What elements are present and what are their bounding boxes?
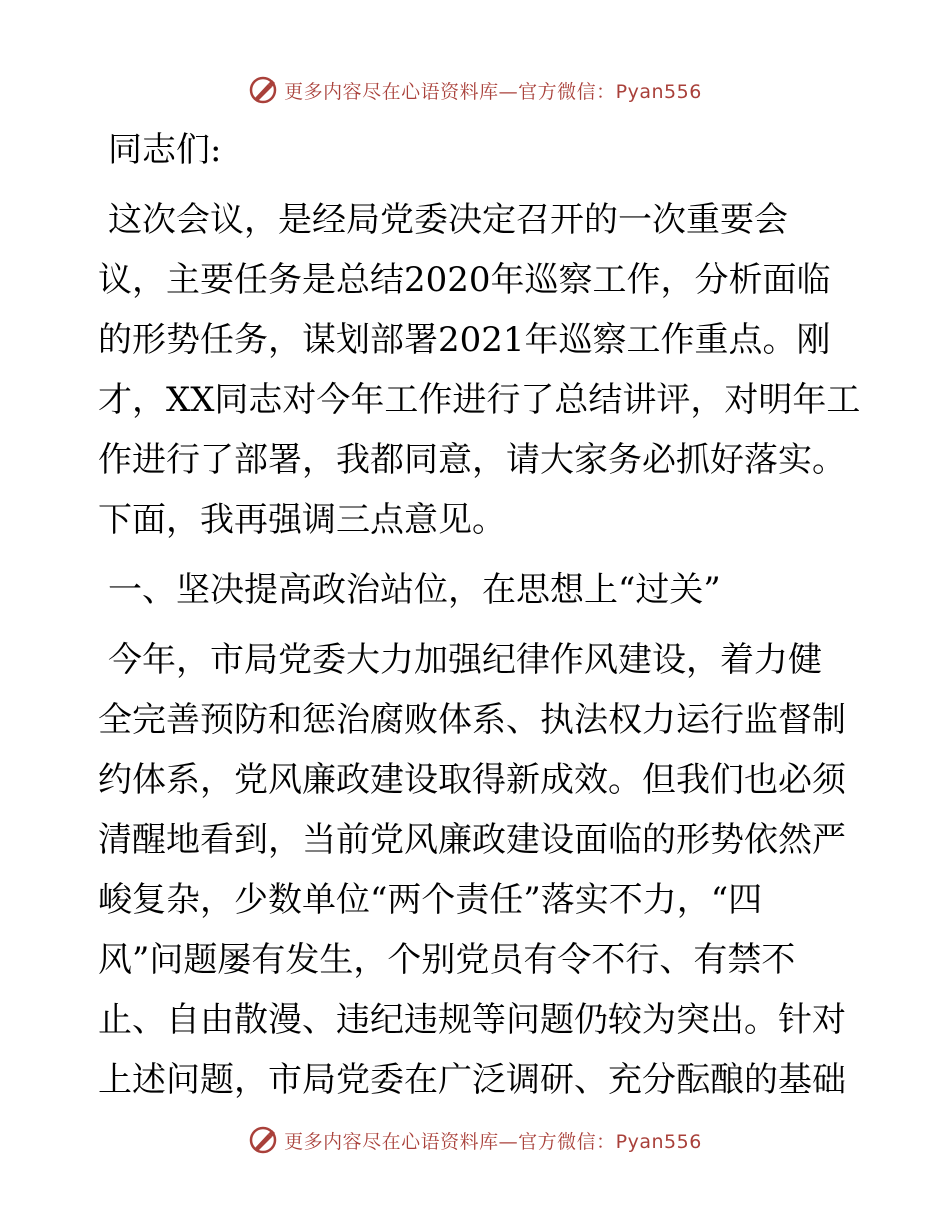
- text-line: 约体系，党风廉政建设取得新成效。但我们也必须: [98, 760, 846, 800]
- text-line: 作进行了部署，我都同意，请大家务必抓好落实。: [98, 440, 846, 480]
- document-body: [98, 120, 863, 1110]
- text-line: 一、坚决提高政治站位，在思想上“过关”: [108, 570, 721, 610]
- watermark-text: 更多内容尽在心语资料库—官方微信：Pyan556: [284, 1130, 702, 1153]
- paragraph-intro: [98, 190, 863, 550]
- paragraph-body: [98, 630, 863, 1110]
- header-watermark-banner: [0, 70, 950, 110]
- text-line: 才，XX同志对今年工作进行了总结讲评，对明年工: [98, 380, 861, 420]
- pen-seal-icon: [248, 75, 278, 105]
- pen-seal-icon: [248, 1125, 278, 1155]
- text-line: 今年，市局党委大力加强纪律作风建设，着力健: [108, 640, 822, 680]
- watermark-text: 更多内容尽在心语资料库—官方微信：Pyan556: [284, 80, 702, 103]
- salutation: [98, 120, 863, 180]
- text-line: 下面，我再强调三点意见。: [98, 500, 506, 540]
- section-heading: [98, 560, 863, 620]
- text-line: 全完善预防和惩治腐败体系、执法权力运行监督制: [98, 700, 846, 740]
- text-line: 峻复杂，少数单位“两个责任”落实不力，“四: [98, 880, 763, 920]
- text-line: 议，主要任务是总结2020年巡察工作，分析面临: [98, 260, 831, 300]
- text-line: 风”问题屡有发生，个别党员有令不行、有禁不: [98, 940, 796, 980]
- text-line: 同志们:: [108, 130, 222, 170]
- text-line: 的形势任务，谋划部署2021年巡察工作重点。刚: [98, 320, 831, 360]
- footer-watermark-banner: [0, 1120, 950, 1160]
- text-line: 止、自由散漫、违纪违规等问题仍较为突出。针对: [98, 1000, 846, 1040]
- text-line: 这次会议，是经局党委决定召开的一次重要会: [108, 200, 788, 240]
- text-line: 上述问题，市局党委在广泛调研、充分酝酿的基础: [98, 1060, 846, 1100]
- text-line: 清醒地看到，当前党风廉政建设面临的形势依然严: [98, 820, 846, 860]
